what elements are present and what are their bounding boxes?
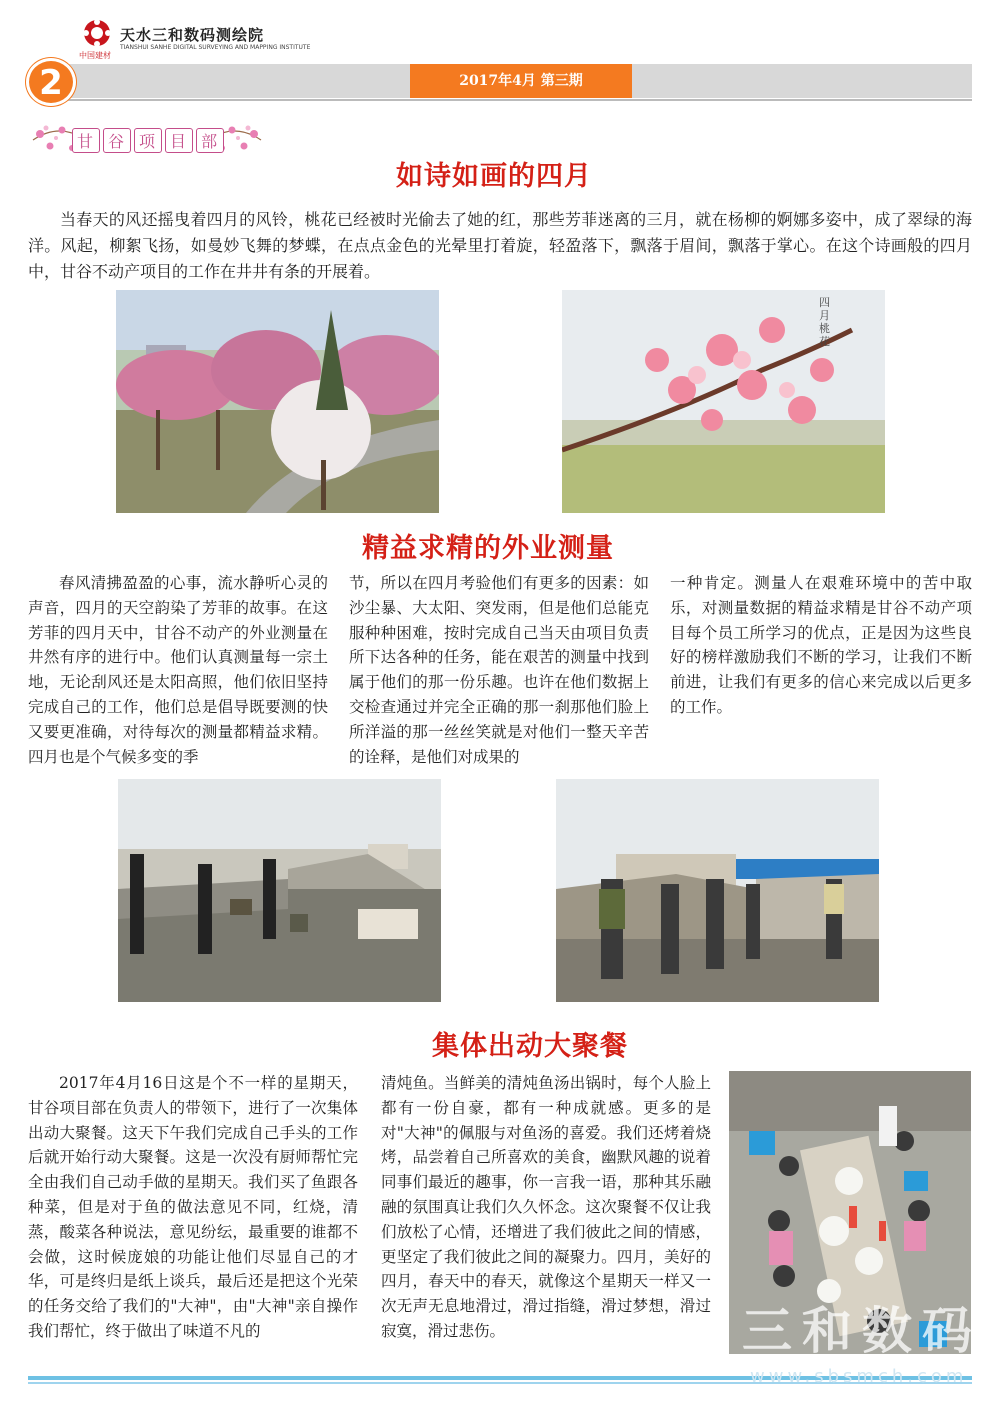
issue-label: 2017年4月 第三期 [410,64,632,98]
department-char: 目 [165,128,193,153]
article2-title: 精益求精的外业测量 [362,533,614,564]
page-number: 2 [26,58,76,106]
department-label [72,128,227,153]
department-char: 谷 [103,128,131,153]
watermark-text: 三和数码 [742,1302,982,1360]
article2-col1: 春风清拂盈盈的心事，流水静听心灵的声音，四月的天空韵染了芳菲的故事。在这芳菲的四月天中，甘谷不动产的外业测量在井然有序的进行中。他们认真测量每一宗土地，无论刮风还是太阳高照，他们依旧坚持完成自己的工作，他们总是倡导既要测的快又要更准确，对待每次的测量都精益求精。四月也是个气候多变的季 [28,574,328,766]
org-name: 天水三和数码测绘院 [120,26,265,44]
cherry-blossom-park-photo [116,290,439,513]
department-char: 项 [134,128,162,153]
rooftop-survey-photo-1 [118,779,441,1002]
department-char: 部 [196,128,224,153]
article3-col2: 清炖鱼。当鲜美的清炖鱼汤出锅时，每个人脸上都有一份自豪，都有一种成就感。更多的是对"大神"的佩服与对鱼汤的喜爱。我们还烤着烧烤，品尝着自己所喜欢的美食，幽默风趣的说着同事们最近的趣事，你一言我一语，那种其乐融融的氛围真让我们久久怀念。这次聚餐不仅让我们放松了心情，还增进了我们彼此之间的情感，更坚定了我们彼此之间的凝聚力。四月，美好的四月，春天中的春天，就像这个星期天一样又一次无声无息地滑过，滑过指缝，滑过梦想，滑过寂寞，滑过悲伤。 [381,1074,711,1340]
article1-body: 当春天的风还摇曳着四月的风铃，桃花已经被时光偷去了她的红，那些芳菲迷离的三月，就在杨柳的婀娜多姿中，成了翠绿的海洋。风起，柳絮飞扬，如曼妙飞舞的梦蝶，在点点金色的光晕里打着旋，轻盈落下，飘落于眉间，飘落于掌心。在这个诗画般的四月中，甘谷不动产项目的工作在井井有条的开展着。 [28,210,972,281]
department-char: 甘 [72,128,100,153]
article1-title: 如诗如画的四月 [396,161,592,192]
footer-url: www.sbsmch.com [750,1366,968,1387]
article3-title: 集体出动大聚餐 [432,1031,628,1062]
header-divider [60,99,972,101]
company-logo-icon [82,18,112,48]
peach-blossom-photo [562,290,885,513]
article3-col1: 2017年4月16日这是个不一样的星期天，甘谷项目部在负责人的带领下，进行了一次集体出动大聚餐。这天下午我们完成自己手头的工作后就开始行动大聚餐。这是一次没有厨师帮忙完全由我们自己动手做的星期天。我们买了鱼跟各种菜，但是对于鱼的做法意见不同，红烧，清蒸，酸菜各种说法，意见纷纭，最重要的谁都不会做，这时候庞娘的功能让他们尽显自己的才华，可是终归是纸上谈兵，最后还是把这个光荣的任务交给了我们的"大神"，由"大神"亲自操作我们帮忙，终于做出了味道不凡的 [28,1074,358,1340]
article2-col2: 节，所以在四月考验他们有更多的因素：如沙尘暴、大太阳、突发雨，但是他们总能克服种种困难，按时完成自己当天由项目负责所下达各种的任务，能在艰苦的测量中找到属于他们的那一份乐趣。也许在他们数据上交检查通过并完全正确的那一刹那他们脸上所洋溢的那一丝丝笑就是对他们一整天辛苦的诠释，是他们对成果的 [349,574,649,766]
rooftop-survey-photo-2 [556,779,879,1002]
logo-subtext: 中国建材 [79,51,111,60]
article2-col3: 一种肯定。测量人在艰难环境中的苦中取乐，对测量数据的精益求精是甘谷不动产项目每个员工所学习的优点，正是因为这些良好的榜样激励我们不断的学习，让我们不断前进，让我们有更多的信心来完成以后更多的工作。 [670,574,972,716]
photo-caption: 四月桃花 [819,296,830,348]
org-name-en: TIANSHUI SANHE DIGITAL SURVEYING AND MAPPING INSTITUTE [120,44,311,51]
